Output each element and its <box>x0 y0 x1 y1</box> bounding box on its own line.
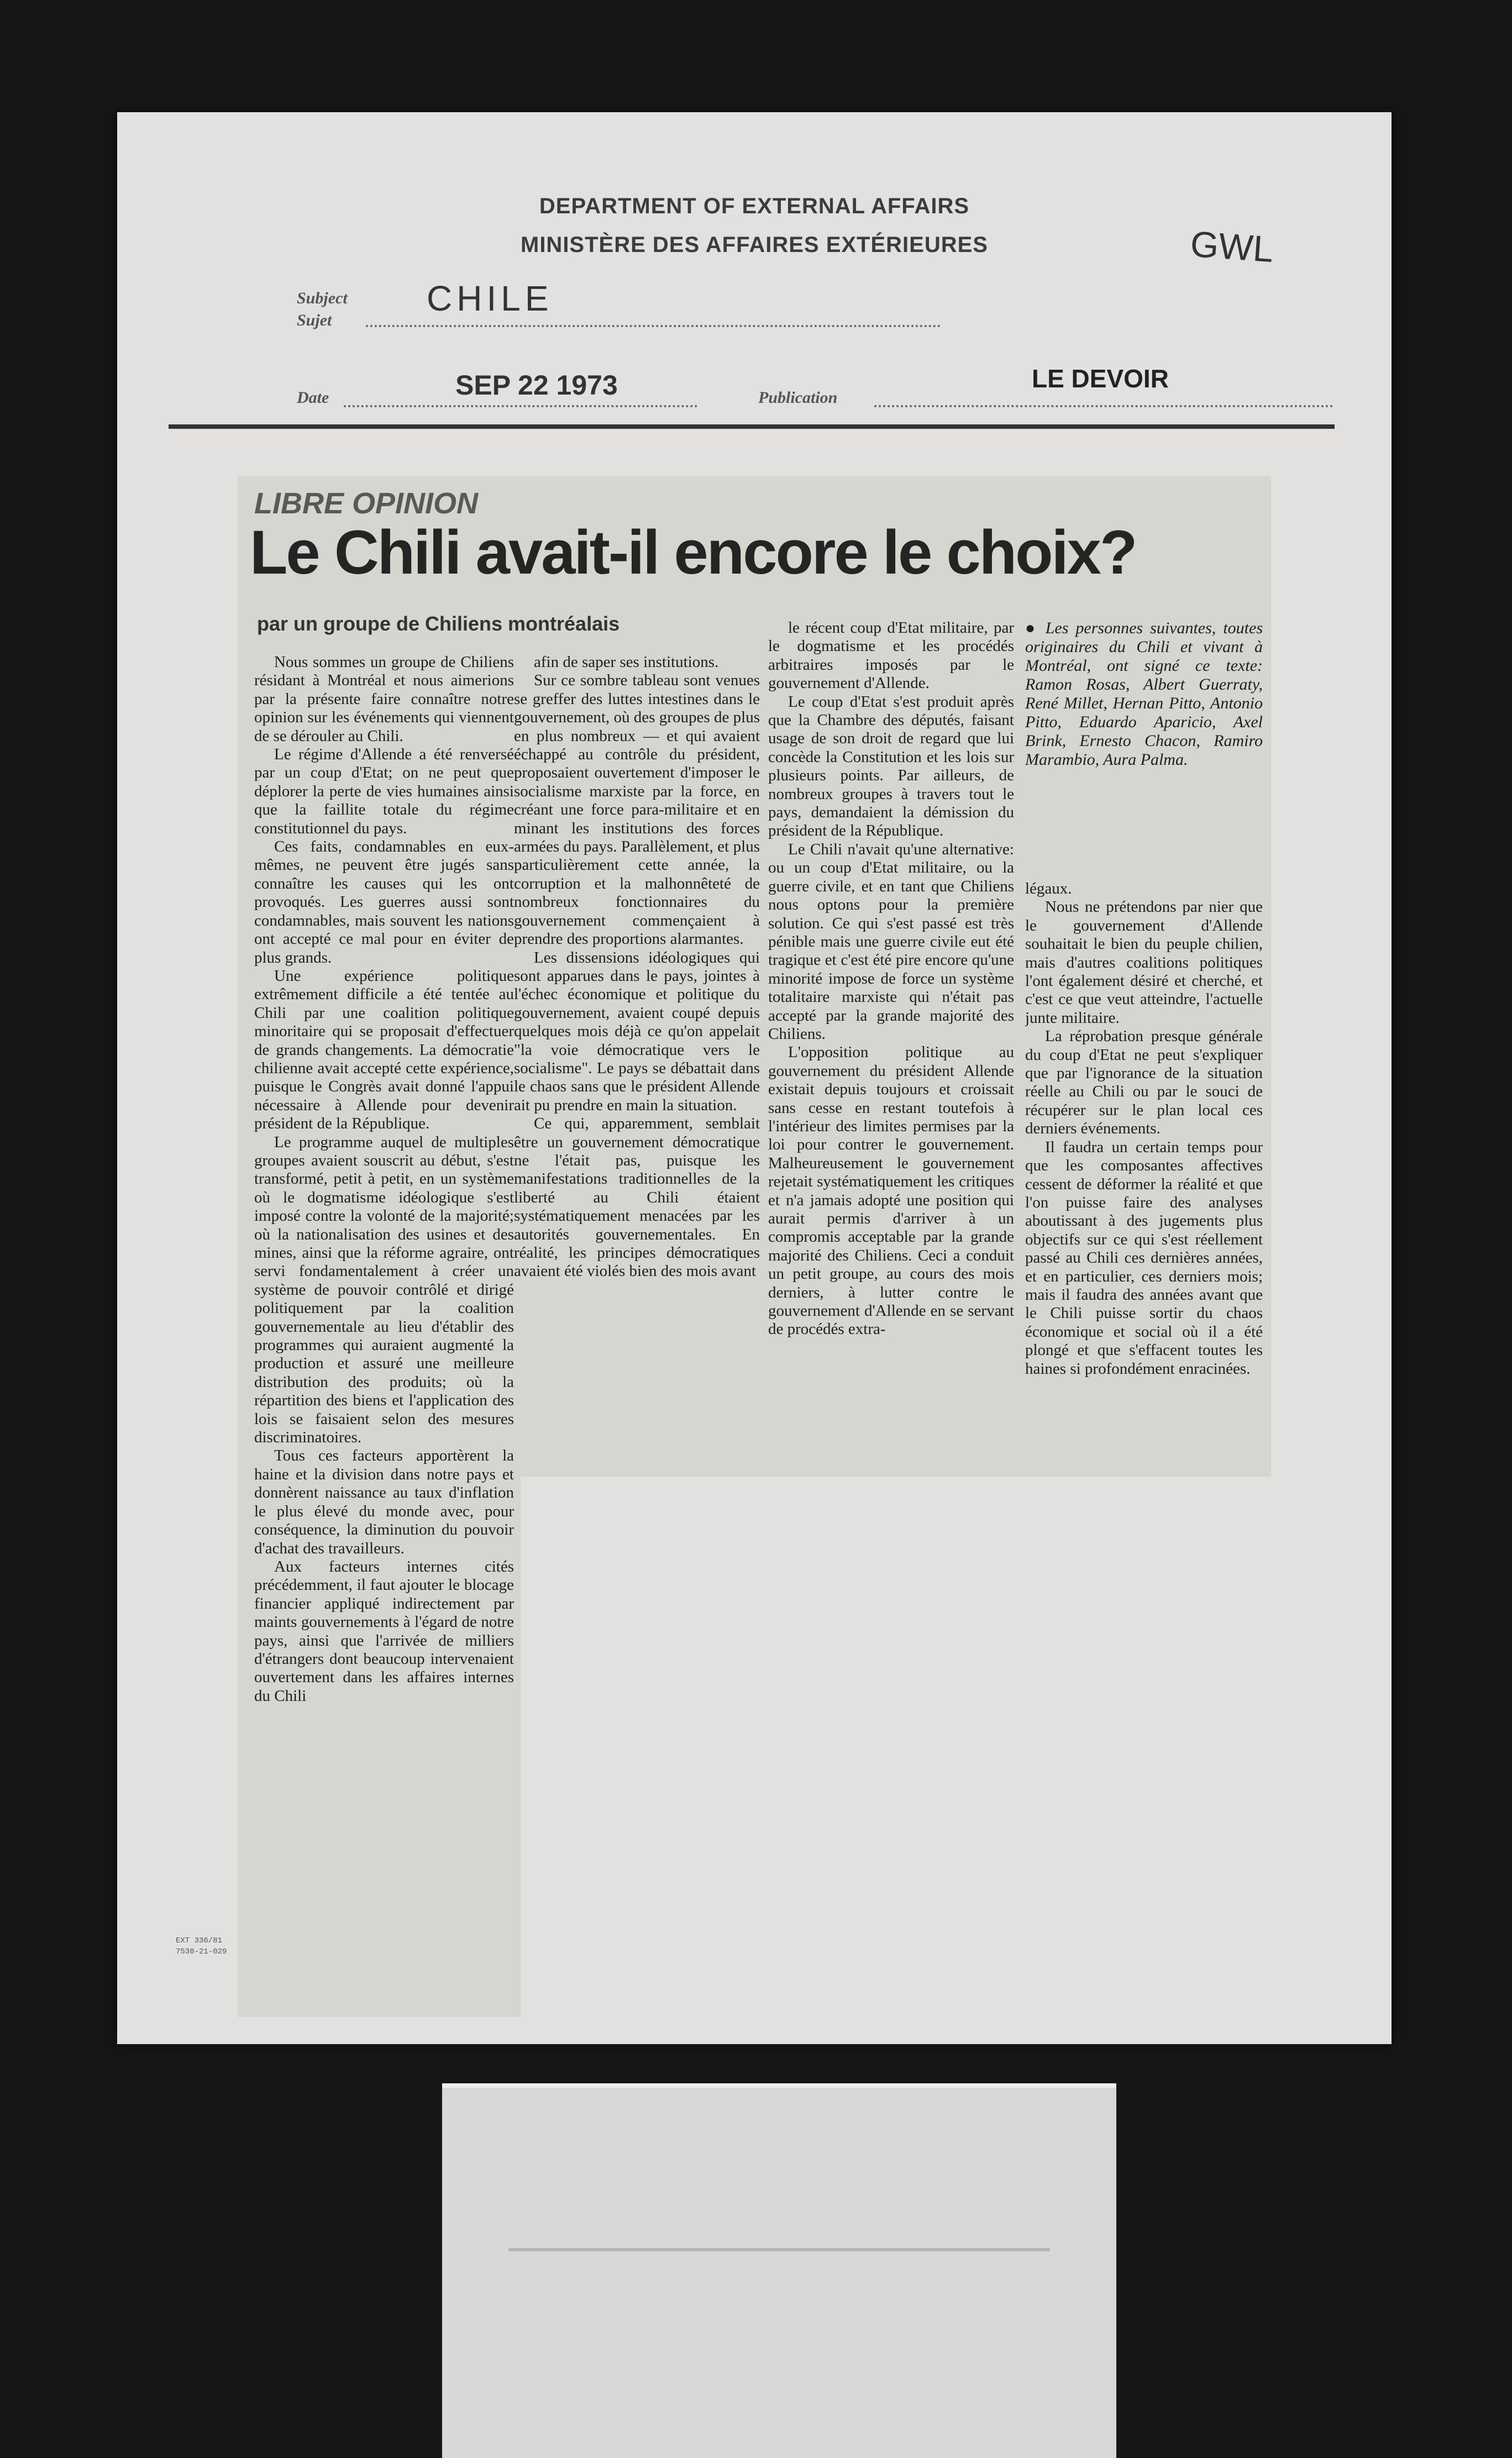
paragraph: Le programme auquel de multiples groupes avaient souscrit au début, s'est transformé, petit à petit, en un système où le dogmatisme idéologique s'est imposé contre la volonté de la majorité; où la nationalisation des usines et des mines, ainsi que la réforme agraire, ont servi fondamentalement à créer un système de pouvoir contrôlé et dirigé politiquement par la coalition gouvernementale au lieu d'établir des programmes qui auraient augmenté la production et assuré une meilleure distribution des produits; où la répartition des biens et l'application des lois se faisaient selon des mesures discriminatoires. <box>254 1133 514 1447</box>
paragraph: L'opposition politique au gouvernement du président Allende existait depuis toujours et croissait sans cesse en restant toutefois à l'intérieur des limites permises par la loi pour contrer le gouvernement. Malheureusement le gouvernement rejetait systématiquement les critiques et n'a jamais adopté une position qui aurait permis d'arriver à un compromis acceptable par la grande majorité des Chiliens. Ceci a conduit un petit groupe, au cours des mois derniers, à lutter contre le gouvernement d'Allende en se servant de procédés extra- <box>768 1043 1014 1338</box>
paragraph: Tous ces facteurs apportèrent la haine et la division dans notre pays et donnèrent naissance au taux d'inflation le plus élevé du monde avec, pour conséquence, la diminution du pouvoir d'achat des travailleurs. <box>254 1447 514 1557</box>
paragraph: La réprobation presque générale du coup d'Etat ne peut s'expliquer que par l'ignorance de la situation réelle au Chili ou par le souci de récupérer sur le plan local ces derniers événements. <box>1025 1027 1263 1138</box>
paragraph: Sur ce sombre tableau sont venues se greffer des luttes intestines dans le gouvernement, où des groupes de plus en plus nombreux — et qui avaient échappé au contrôle du président, proposaient ouvertement d'imposer le socialisme marxiste par la force, en créant une force para-militaire et en minant les institutions des forces armées du pays. Parallèlement, et plus particulièrement cette année, la corruption et la malhonnêteté de nombreux fonctionnaires du gouvernement commençaient à prendre des proportions alarmantes. <box>514 671 760 948</box>
publication-dotted-line <box>874 405 1333 407</box>
publication-label: Publication <box>758 388 838 407</box>
paragraph: Le régime d'Allende a été renversé par un coup d'Etat; on ne peut que déplorer la perte de vies humaines ainsi que la faillite totale du régime constitutionnel du pays. <box>254 745 514 837</box>
paragraph: Ces faits, condamnables en eux-mêmes, ne peuvent être jugés sans connaître les causes qui les ont provoqués. Les guerres aussi sont condamnables, mais souvent les nations ont accepté ce mal pour en éviter de plus grands. <box>254 838 514 967</box>
subject-dotted-line <box>366 325 941 327</box>
paragraph: Une expérience politique extrêmement difficile a été tentée au Chili par une coalition politique minoritaire qui se proposait d'effectuer de grands changements. La démocratie chilienne avait accepté cette expérience, puisque le Congrès avait donné l'appui nécessaire à Allende pour devenir président de la République. <box>254 967 514 1133</box>
article-kicker: LIBRE OPINION <box>254 487 479 520</box>
paragraph: légaux. <box>1025 880 1072 897</box>
signatories-text: ● Les personnes suivantes, toutes originaires du Chili et vivant à Montréal, ont signé ce texte: Ramon Rosas, Albert Guerraty, René Millet, Hernan Pitto, Antonio Pitto, Eduardo Aparicio, Axel Brink, Ernesto Chacon, Ramiro Marambio, Aura Palma. <box>1025 619 1263 769</box>
paragraph: Nous sommes un groupe de Chiliens résidant à Montréal et nous aimerions par la présente faire connaître notre opinion sur les événements qui viennent de se dérouler au Chili. <box>254 653 514 745</box>
header-rule <box>169 424 1335 429</box>
date-label: Date <box>297 388 329 407</box>
paragraph: Les dissensions idéologiques qui sont apparues dans le pays, jointes à l'échec économique et politique du gouvernement, avaient coupé depuis quelques mois déjà ce qu'on appelait "la voie démocratique vers le socialisme". Le pays se débattait dans le chaos sans que le président Allende ait pu prendre en main la situation. <box>514 948 760 1114</box>
handwritten-initials: GWL <box>1189 223 1275 270</box>
folder-tab <box>442 2083 1116 2458</box>
paragraph: Il faudra un certain temps pour que les composantes affectives cessent de déformer la réalité et que l'on puisse faire des analyses aboutissant à des jugements plus objectifs sur ce qui s'est réellement passé au Chili ces dernières années, et en particulier, ces derniers mois; mais il faudra des années avant que le Chili puisse sortir du chaos économique et social où il a été plongé et que s'effacent toutes les haines si profondément enracinées. <box>1025 1138 1263 1378</box>
department-name-en: DEPARTMENT OF EXTERNAL AFFAIRS <box>539 194 970 218</box>
paragraph: afin de saper ses institutions. <box>534 653 719 671</box>
article-byline: par un groupe de Chiliens montréalais <box>257 612 620 635</box>
form-code-line: EXT 336/81 <box>176 1936 223 1945</box>
article-column-4 <box>1025 880 1263 1471</box>
article-column-2 <box>514 653 760 1471</box>
form-code <box>176 1935 227 1957</box>
signatories-box <box>1025 619 1263 873</box>
paragraph: Ce qui, apparemment, semblait être un gouvernement démocratique ne l'était pas, puisque les manifestations traditionnelles de la liberté au Chili étaient systématiquement menacées par les autorités gouvernementales. En réalité, les principes démocratiques avaient été violés bien des mois avant <box>514 1115 760 1280</box>
subject-value: CHILE <box>427 279 553 318</box>
paragraph: Nous ne prétendons par nier que le gouvernement d'Allende souhaitait le bien du peuple chilien, mais d'autres coalitions politiques l'ont également désiré et cherché, et c'est ce que veut atteindre, l'actuelle junte militaire. <box>1025 898 1263 1027</box>
publication-value: LE DEVOIR <box>1032 364 1169 393</box>
article-column-1 <box>254 653 514 2013</box>
department-name-fr: MINISTÈRE DES AFFAIRES EXTÉRIEURES <box>521 233 988 257</box>
date-stamp: SEP 22 1973 <box>455 370 618 401</box>
article-headline: Le Chili avait-il encore le choix? <box>250 518 1136 587</box>
date-dotted-line <box>344 405 697 407</box>
subject-label: Subject <box>297 289 348 307</box>
paragraph: Aux facteurs internes cités précédemment, il faut ajouter le blocage financier appliqué indirectement par maints gouvernements à l'égard de notre pays, ainsi que l'arrivée de milliers d'étrangers dont beaucoup intervenaient ouvertement dans les affaires internes du Chili <box>254 1557 514 1705</box>
form-code-line: 7530-21-029 <box>176 1947 227 1956</box>
article-column-3 <box>768 619 1014 1470</box>
folder-tab-line <box>508 2248 1050 2251</box>
paragraph: Le Chili n'avait qu'une alternative: ou un coup d'Etat militaire, ou la guerre civile, et en tant que Chiliens nous optons pour la première solution. Ce qui s'est passé est très pénible mais une guerre civile eut été tragique et c'est été pire encore qu'une minorité impose de force un système totalitaire marxiste qui n'était pas accepté par la grande majorité des Chiliens. <box>768 840 1014 1043</box>
paragraph: Le coup d'Etat s'est produit après que la Chambre des députés, faisant usage de son droit de regard que lui concède la Constitution et les lois sur plusieurs points. Par ailleurs, de nombreux groupes à travers tout le pays, demandaient la démission du président de la République. <box>768 692 1014 840</box>
paragraph: le récent coup d'Etat militaire, par le dogmatisme et les procédés arbitraires imposés par le gouvernement d'Allende. <box>768 619 1014 692</box>
sujet-label: Sujet <box>297 311 332 329</box>
